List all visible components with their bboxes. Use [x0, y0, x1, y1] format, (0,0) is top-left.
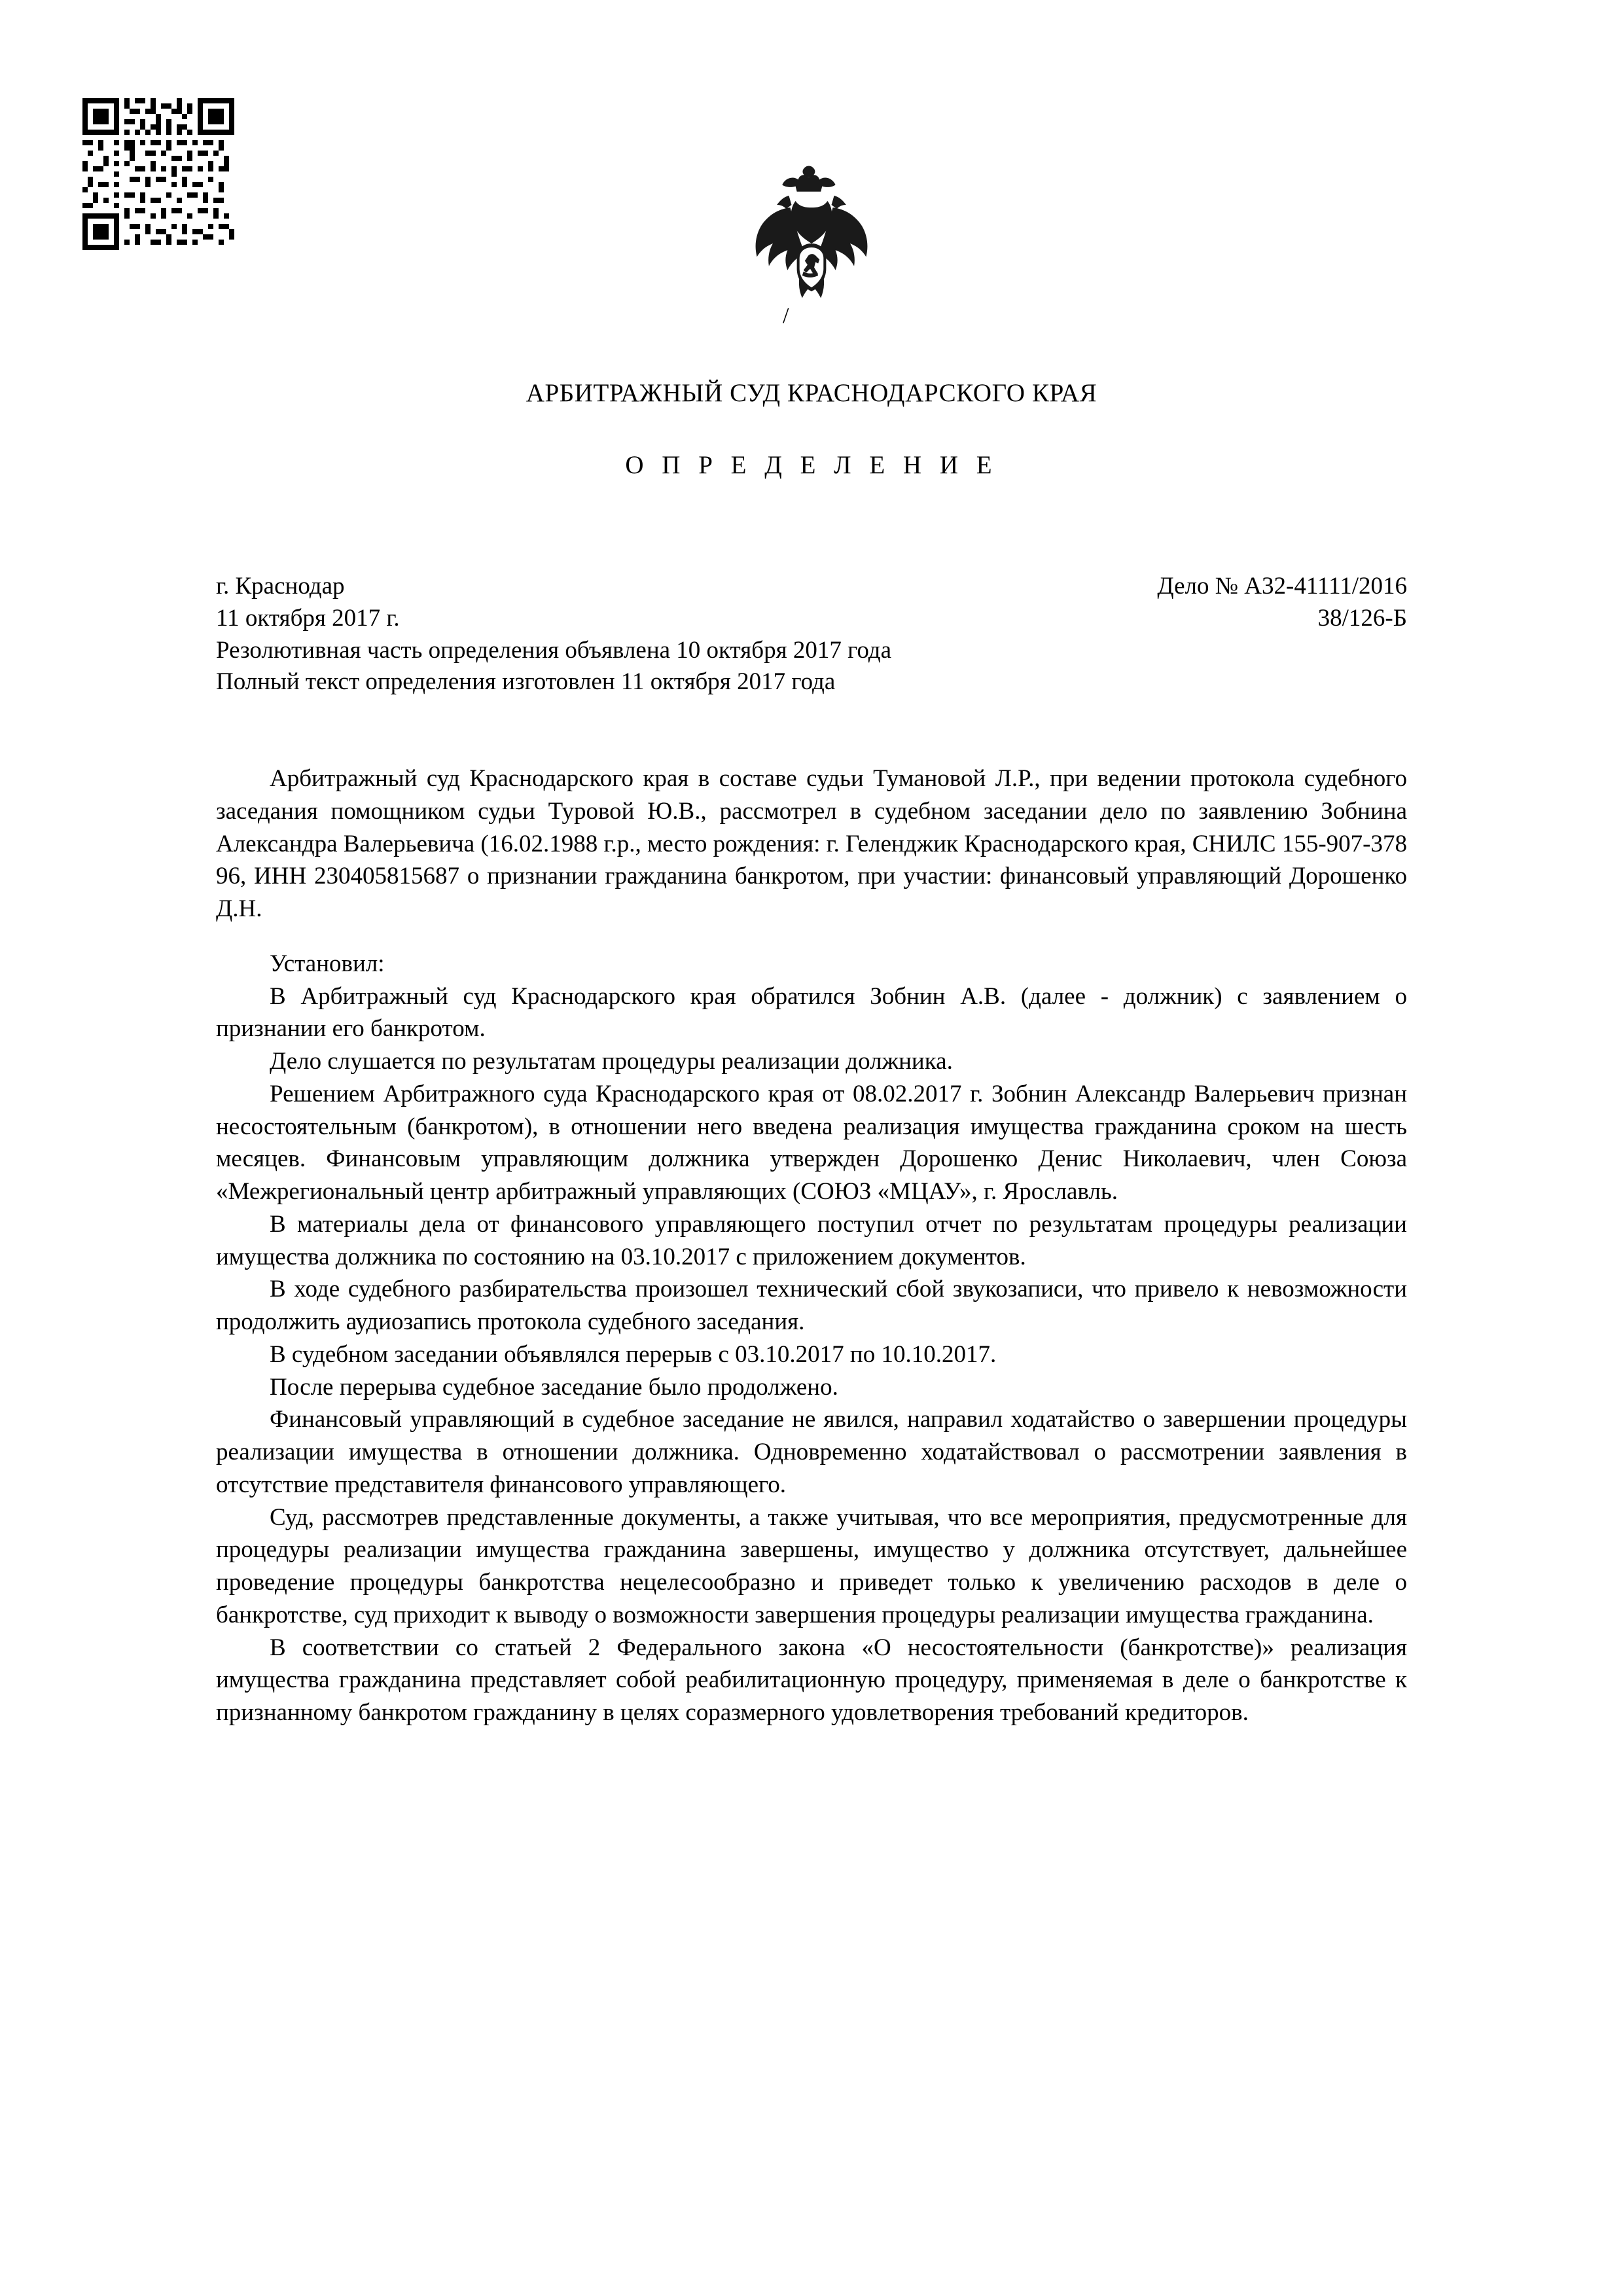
body-paragraph-3: Решением Арбитражного суда Краснодарского края от 08.02.2017 г. Зобнин Александр Валерьевич признан несостоятельным (банкротом), в отношении него введена реализация имущества гражданина сроком на шесть месяцев. Финансовым управляющим должника утвержден Дорошенко Денис Николаевич, член Союза «Межрегиональный центр арбитражный управляющих (СОЮЗ «МЦАУ», г. Ярославль. [216, 1080, 1407, 1205]
document-date: 11 октября 2017 г. [216, 604, 400, 632]
body-paragraph-2: Дело слушается по результатам процедуры реализации должника. [270, 1048, 953, 1075]
document-kind-heading: О П Р Е Д Е Л Е Н И Е [625, 451, 998, 479]
meta-row-date-subnumber [216, 603, 1407, 635]
case-sub-number: 38/126-Б [1317, 604, 1407, 632]
body-paragraph-7: После перерыва судебное заседание было продолжено. [270, 1373, 838, 1401]
page-title: АРБИТРАЖНЫЙ СУД КРАСНОДАРСКОГО КРАЯ [526, 379, 1097, 407]
russian-coat-of-arms-icon [0, 164, 1623, 324]
full-text-prepared-line: Полный текст определения изготовлен 11 октября 2017 года [216, 668, 836, 696]
body-paragraph-1: В Арбитражный суд Краснодарского края обратился Зобнин А.В. (далее - должник) с заявлением о признании его банкротом. [216, 982, 1407, 1043]
pen-stroke-mark: / [783, 304, 789, 328]
document-body [216, 762, 1407, 1729]
body-paragraph-6: В судебном заседании объявлялся перерыв с 03.10.2017 по 10.10.2017. [270, 1340, 997, 1368]
intro-paragraph: Арбитражный суд Краснодарского края в составе судьи Тумановой Л.Р., при ведении протокола судебного заседания помощником судьи Туровой Ю.В., рассмотрел в судебном заседании дело по заявлению Зобнина Александра Валерьевича (16.02.1988 г.р., место рождения: г. Геленджик Краснодарского края, СНИЛС 155-907-378 96, ИНН 230405815687 о признании гражданина банкротом, при участии: финансовый управляющий Дорошенко Д.Н. [216, 765, 1407, 922]
resolution-announced-line: Резолютивная часть определения объявлена 10 октября 2017 года [216, 636, 892, 664]
body-paragraph-10: В соответствии со статьей 2 Федерального закона «О несостоятельности (банкротстве)» реализация имущества гражданина представляет собой реабилитационную процедуру, применяемая в деле о банкротстве к признанному банкротом гражданину в целях соразмерного удовлетворения требований кредиторов. [216, 1634, 1407, 1726]
meta-row-city-case [216, 571, 1407, 603]
document-meta [216, 571, 1407, 698]
body-paragraph-9: Суд, рассмотрев представленные документы, а также учитывая, что все мероприятия, предусмотренные для процедуры реализации имущества гражданина завершены, имущество у должника отсутствует, дальнейшее проведение процедуры банкротства нецелесообразно и приведет только к увеличению расходов в деле о банкротстве, суд приходит к выводу о возможности завершения процедуры реализации имущества гражданина. [216, 1503, 1407, 1628]
paragraph-spacer [216, 925, 1407, 948]
body-paragraph-8: Финансовый управляющий в судебное заседание не явился, направил ходатайство о завершении процедуры реализации имущества в отношении должника. Одновременно ходатайствовал о рассмотрении заявления в отсутствие представителя финансового управляющего. [216, 1406, 1407, 1498]
body-paragraph-5: В ходе судебного разбирательства произошел технический сбой звукозаписи, что привело к невозможности продолжить аудиозапись протокола судебного заседания. [216, 1276, 1407, 1335]
section-heading-ustanovil: Установил: [270, 950, 385, 977]
body-paragraph-4: В материалы дела от финансового управляющего поступил отчет по результатам процедуры реализации имущества должника по состоянию на 03.10.2017 с приложением документов. [216, 1210, 1407, 1270]
city-label: г. Краснодар [216, 573, 345, 600]
case-number: Дело № А32-41111/2016 [1157, 573, 1407, 600]
